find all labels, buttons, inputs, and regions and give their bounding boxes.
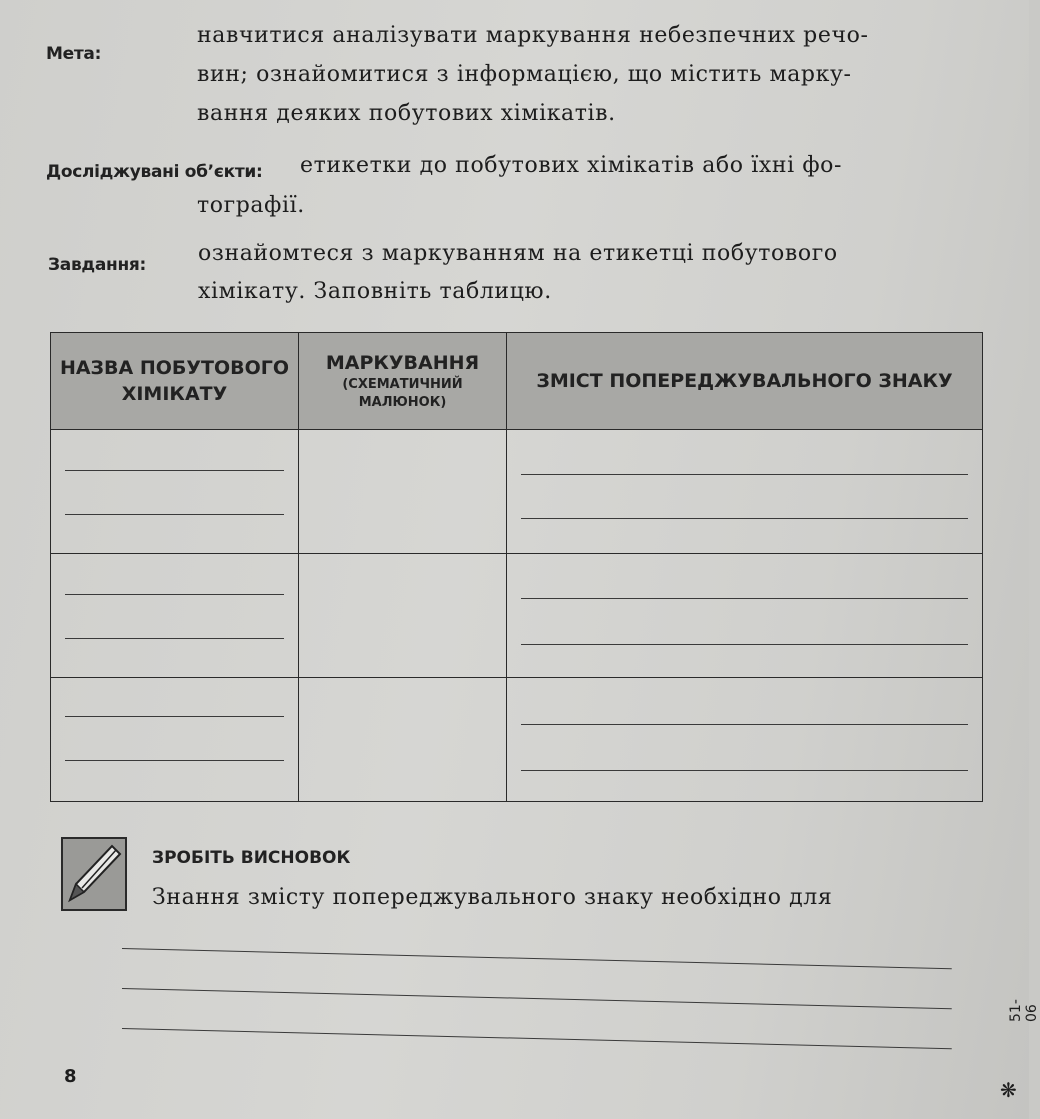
pencil-icon bbox=[60, 836, 128, 912]
task-line-2: хімікату. Заповніть таблицю. bbox=[198, 279, 552, 304]
table-row bbox=[51, 554, 983, 678]
conclusion-title: ЗРОБІТЬ ВИСНОВОК bbox=[152, 848, 351, 868]
column-header-marking bbox=[299, 333, 507, 430]
table-row bbox=[51, 430, 983, 554]
page-number: 8 bbox=[64, 1066, 77, 1087]
write-line bbox=[65, 594, 284, 595]
write-line bbox=[521, 644, 968, 645]
conclusion-write-line[interactable] bbox=[122, 988, 952, 1009]
goal-label: Мета: bbox=[46, 44, 102, 64]
conclusion-write-line[interactable] bbox=[122, 948, 952, 969]
content-cell[interactable] bbox=[507, 554, 983, 678]
name-cell[interactable] bbox=[51, 678, 299, 802]
objects-line-2: тографії. bbox=[197, 193, 305, 218]
column-header-name: НАЗВА ПОБУТОВОГО ХІМІКАТУ bbox=[51, 333, 299, 430]
marking-cell[interactable] bbox=[299, 678, 507, 802]
write-line bbox=[521, 598, 968, 599]
write-line bbox=[65, 470, 284, 471]
marking-cell[interactable] bbox=[299, 430, 507, 554]
conclusion-text: Знання змісту попереджувального знаку необхідно для bbox=[152, 885, 833, 910]
goal-line-1: навчитися аналізувати маркування небезпечних речо- bbox=[197, 23, 869, 48]
content-cell[interactable] bbox=[507, 430, 983, 554]
name-cell[interactable] bbox=[51, 430, 299, 554]
column-header-marking-sub: (СХЕМАТИЧНИЙ МАЛЮНОК) bbox=[342, 377, 463, 410]
side-code: 51-06 bbox=[1008, 999, 1040, 1022]
write-line bbox=[65, 638, 284, 639]
write-line bbox=[65, 760, 284, 761]
write-line bbox=[521, 474, 968, 475]
goal-line-3: вання деяких побутових хімікатів. bbox=[197, 101, 616, 126]
marking-cell[interactable] bbox=[299, 554, 507, 678]
content-cell[interactable] bbox=[507, 678, 983, 802]
goal-line-2: вин; ознайомитися з інформацією, що містить марку- bbox=[197, 62, 852, 87]
column-header-marking-title: МАРКУВАННЯ bbox=[325, 352, 480, 374]
write-line bbox=[65, 514, 284, 515]
chemicals-table bbox=[50, 332, 983, 802]
star-mark: ❋ bbox=[1000, 1078, 1017, 1102]
objects-line-1: етикетки до побутових хімікатів або їхні фо- bbox=[300, 153, 843, 178]
name-cell[interactable] bbox=[51, 554, 299, 678]
write-line bbox=[521, 770, 968, 771]
conclusion-write-line[interactable] bbox=[122, 1028, 952, 1049]
task-label: Завдання: bbox=[48, 255, 147, 275]
task-line-1: ознайомтеся з маркуванням на етикетці побутового bbox=[198, 241, 838, 266]
table-row bbox=[51, 678, 983, 802]
objects-label: Досліджувані об’єкти: bbox=[46, 162, 263, 182]
column-header-content: ЗМІСТ ПОПЕРЕДЖУВАЛЬНОГО ЗНАКУ bbox=[507, 333, 983, 430]
write-line bbox=[521, 518, 968, 519]
write-line bbox=[65, 716, 284, 717]
goal-text bbox=[197, 16, 869, 133]
write-line bbox=[521, 724, 968, 725]
